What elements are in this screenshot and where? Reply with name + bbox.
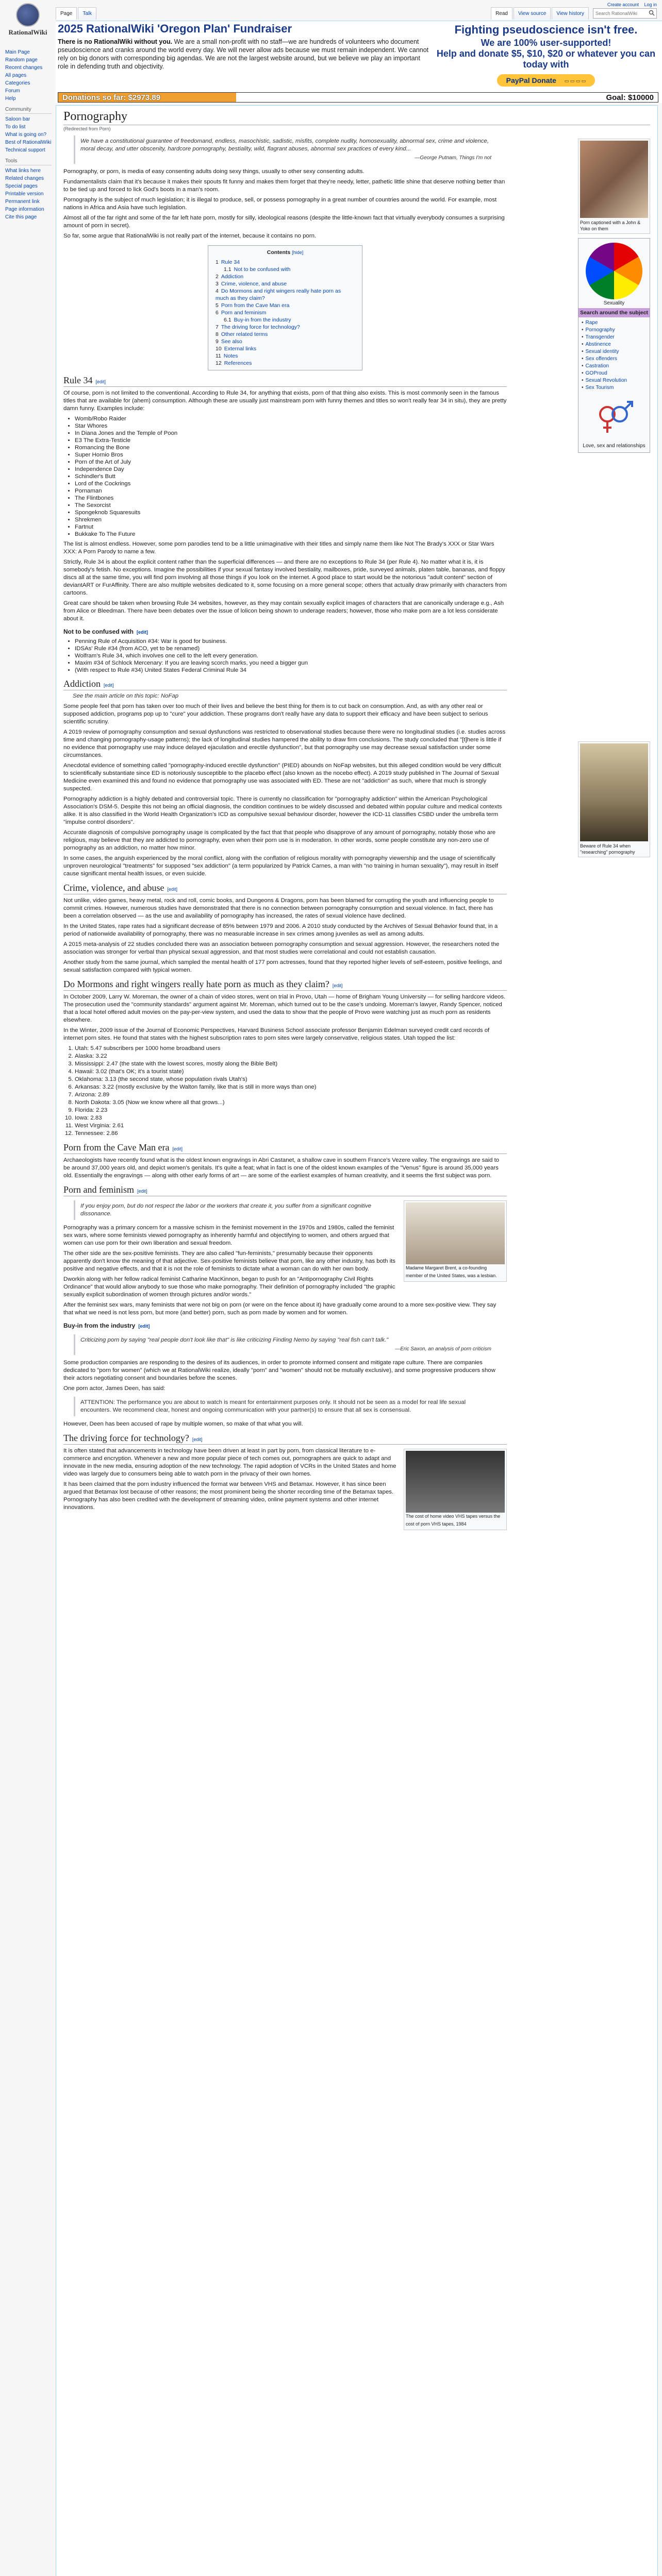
subsection-heading xyxy=(63,628,507,636)
list-item: • Schindler's Butt xyxy=(75,473,507,480)
section-title: Addiction xyxy=(63,679,101,689)
site-logo[interactable] xyxy=(2,3,54,44)
navbox-item[interactable]: • Sex Tourism xyxy=(582,384,647,392)
section-title: Rule 34 xyxy=(63,375,93,385)
subsection-title: Buy-in from the industry xyxy=(63,1322,136,1329)
sidebar-nav-item[interactable]: Recent changes xyxy=(5,65,43,71)
banner-left xyxy=(56,21,432,71)
tab-read[interactable]: Read xyxy=(491,7,512,20)
hatnote: See the main article on this topic: NoFap xyxy=(73,693,179,699)
ranked-list xyxy=(75,1045,507,1138)
banner-cta-text: Help and donate $5, $10, $20 or whatever you can today with xyxy=(436,48,656,70)
sidebar-tools-item[interactable]: Permanent link xyxy=(5,199,40,205)
sidebar-tools-item[interactable]: What links here xyxy=(5,168,41,174)
paragraph: Archaeologists have recently found what is the oldest known engravings in Abri Castanet, a shallow cave in southern France's Vezere valley. The engravings are said to be around 37,000 years old, and depict women's genitals. It's quite a feat; what in fact is one of the oldest known examples of the "Venus" figure is around 35,000 years old. Essentially the engravings — along with other early forms of art — are some of the earliest examples of human creativity, and it seems the first subject was porn. xyxy=(63,1157,500,1179)
search-icon[interactable] xyxy=(649,10,655,16)
toc-number: 2 xyxy=(216,274,219,280)
paragraph: In the Winter, 2009 issue of the Journal of Economic Perspectives, Harvard Business School associate professor Benjamin Edelman surveyed credit card records of internet porn sites. He found that states with the highest subscription rates to porn sites were largely conservative, religious states. Utah topped the list: xyxy=(63,1027,490,1041)
toc-title-text: Contents xyxy=(267,249,291,256)
section-title: The driving force for technology? xyxy=(63,1433,189,1443)
thumb-caption: Madame Margaret Brent, a co-founding member of the United States, was a lesbian. xyxy=(406,1265,497,1278)
toc-link[interactable]: Porn from the Cave Man era xyxy=(221,302,290,309)
thumb-image xyxy=(406,1451,505,1513)
toc-item[interactable] xyxy=(216,360,355,367)
intro-paragraph: Fundamentalists claim that it's because it makes their spouts fit funny and makes them forget that they're needy, letter, pathetic little shine that deserve nothing better than to be tied up and forced to lick God's boots in a man's room. xyxy=(63,179,505,193)
banner-right xyxy=(435,23,657,87)
edit-section-link[interactable]: [edit] xyxy=(167,887,177,892)
list-item: 9. Florida: 2.23 xyxy=(75,1107,507,1114)
thumb-caption: The cost of home video VHS tapes versus the cost of porn VHS tapes, 1984 xyxy=(406,1514,501,1527)
list-item: • Fartnut xyxy=(75,523,507,531)
navbox-band: Search around the subject xyxy=(578,308,650,317)
section-title: Porn from the Cave Man era xyxy=(63,1142,170,1153)
disclaimer-quote: ATTENTION: The performance you are about to watch is meant for entertainment purposes only. It should not be seen as a model for real life sexual encounters. We recommend clear, honest and ongoing communication with your partner(s) to ensure that all sex is consensual. xyxy=(74,1397,496,1416)
logo-icon xyxy=(16,3,40,27)
namespace-tabs xyxy=(56,7,97,20)
search-input[interactable] xyxy=(593,8,657,19)
edit-section-link[interactable]: [edit] xyxy=(137,630,148,635)
toc-item[interactable] xyxy=(216,280,355,287)
paragraph: Some people feel that porn has taken over too much of their lives and believe the best thing for them is to cut back on consumption. And, as with any other real or supposed addiction, programs pop up to "cure" your addiction. These programs don't really have any data to support their efficacy and have been subject to serious scientific scrutiny. xyxy=(63,703,488,725)
toc-item[interactable] xyxy=(216,273,355,280)
toc-number: 9 xyxy=(216,338,219,345)
paragraph: In the United States, rape rates had a significant decrease of 85% between 1979 and 2006. A 2010 study conducted by the Archives of Sexual Behavior found that, in a period of nationwide availability of pornography, there was no measurable increase in sex crimes among juveniles as well as among adults. xyxy=(63,923,498,937)
toc-item[interactable] xyxy=(216,266,355,273)
intro-paragraph: Pornography, or porn, is media of easy consenting adults doing sexy things, usually to other sexy consenting adults. xyxy=(63,168,365,175)
paypal-donate-button[interactable] xyxy=(497,74,595,87)
sidebar-nav-item[interactable]: Categories xyxy=(5,80,30,86)
donation-so-far: Donations so far: $2973.89 xyxy=(62,93,161,102)
paragraph: It is often stated that advancements in technology have been driven at least in part by porn, from classical literature to e-commerce and encryption. Whenever a new and more popular piece of tech comes out, pornographers are quick to adapt and innovate in the new media, ensuring adoption of the new technology. The rapid adoption of VCRs in the United States and home video was largely due to consumers being able to watch porn in the privacy of their own homes. xyxy=(63,1448,396,1477)
toc-item[interactable] xyxy=(216,259,355,266)
paragraph: After the feminist sex wars, many feminists that were not big on porn (or were on the fence about it) have gradually come around to a more sex-positive view. They say that what we need is not less porn, but more (and better) porn, such as porn made by women and for women. xyxy=(63,1302,496,1316)
banner-title: 2025 RationalWiki 'Oregon Plan' Fundraiser xyxy=(58,22,292,35)
tools-heading: Tools xyxy=(5,158,52,165)
toc-item[interactable] xyxy=(216,302,355,309)
section-heading xyxy=(63,680,507,690)
paragraph: Accurate diagnosis of compulsive pornography usage is complicated by the fact that that people who disapprove of any amount of pornography, notably those who are religious, may believe that they are addicted to pornography, even when their porn use is in moderation. In other words, some people constitute any non-zero use of pornography as an addiction, no matter how minor. xyxy=(63,829,496,851)
create-account-link[interactable]: Create account xyxy=(607,2,639,7)
sexuality-navbox xyxy=(578,238,650,453)
section-quote: If you enjoy porn, but do not respect the labor or the workers that create it, you suffer from a significant cognitive dissonance. xyxy=(74,1200,496,1220)
section-heading xyxy=(63,1434,507,1445)
toc-title xyxy=(216,249,355,257)
toc-item[interactable] xyxy=(216,287,355,302)
navbox-caption: Sexuality xyxy=(603,300,625,306)
toc-number: 6.1 xyxy=(224,317,231,323)
paragraph: Not unlike, video games, heavy metal, rock and roll, comic books, and Dungeons & Dragons, porn has been blamed for corrupting the youth and influencing people to commit crimes. However, numerous studies have demonstrated that there is no connection between pornography consumption and sexual violence. In fact, there has been a correlation observed — as the use and availability of pornography has increased, the rates of sexual violence have declined. xyxy=(63,897,494,919)
toc-item[interactable] xyxy=(216,345,355,352)
intro-paragraph: Pornography is the subject of much legislation; it is illegal to produce, sell, or possess pornography in a great number of countries around the world. For example, most nations in Africa and Asia have such legislation. xyxy=(63,197,497,211)
sidebar-nav-item[interactable]: Random page xyxy=(5,57,38,63)
paragraph: Anecdotal evidence of something called "pornography-induced erectile dysfunction" (PIED) abounds on NoFap websites, but this alleged condition would be very difficult to scientifically substantiate since ED is notoriously susceptible to the placebo effect (also known as the nocebo effect). A 2019 study published in The Journal of Sexual Medicine even examined this and found no evidence that pornography use was associated with ED. These are not "addiction" as such, where that much is strongly suspected. xyxy=(63,762,501,792)
toc-link[interactable]: Other related terms xyxy=(221,331,268,337)
sidebar-tools-item[interactable]: Page information xyxy=(5,207,44,212)
toc-number: 1 xyxy=(216,259,219,265)
navbox-item[interactable]: • Transgender xyxy=(582,334,647,341)
toc-link[interactable]: Buy-in from the industry xyxy=(234,317,291,323)
navbox-item[interactable]: • GOProud xyxy=(582,370,647,377)
list-item: • Romancing the Bone xyxy=(75,444,507,451)
gender-symbols-icon xyxy=(591,397,637,438)
thumb-image-2[interactable] xyxy=(578,741,650,857)
page-title: Pornography xyxy=(63,110,650,125)
edit-section-link[interactable]: [edit] xyxy=(172,1146,183,1151)
list-item: • Shrekmen xyxy=(75,516,507,523)
rainbow-circle-icon xyxy=(586,243,642,299)
donation-goal: Goal: $10000 xyxy=(606,93,654,102)
sidebar-tools-item[interactable]: Printable version xyxy=(5,191,44,197)
list-item: • Maxim #34 of Schlock Mercenary: If you are leaving scorch marks, you need a bigger gun xyxy=(75,659,507,667)
tab-page[interactable]: Page xyxy=(56,7,77,20)
toc-link[interactable]: See also xyxy=(221,338,242,345)
tab-view-history[interactable]: View history xyxy=(552,7,589,20)
paragraph: In October 2009, Larry W. Moreman, the owner of a chain of video stores, went on trial in Provo, Utah — home of Brigham Young University — for selling hardcore videos. The prosecution used the "community standards" argument against Mr. Moreman, which turned out to be the case's undoing. Moreman's lawyer, Randy Spencer, noticed that a local hotel offered adult movies on the pay-per-view system, and used the data to show that the people of Provo were watching just as much porn as residents elsewhere. xyxy=(63,994,506,1023)
thumb-image-3[interactable] xyxy=(404,1200,507,1282)
nav-portal xyxy=(5,48,56,221)
paragraph: In some cases, the anguish experienced by the moral conflict, along with the conflation of religious morality with pornography viewership and the usage of scientifically unproven neurological "treatments" for supposed "sex addiction" (a term popularized by Patrick Carnes, a man with "no training in human sexuality"), may result in itself cause significant mental health issues, or even suicide. xyxy=(63,855,498,877)
subsection-heading xyxy=(63,1322,507,1330)
paragraph: The list is almost endless. However, some porn parodies tend to be a little unimaginative with their titles and simply name them like Not The Brady's XXX or Star Wars XXX: A Porn Parody to name a few. xyxy=(63,541,494,555)
view-tabs xyxy=(491,7,590,20)
login-link[interactable]: Log in xyxy=(644,2,657,7)
sidebar-nav-item[interactable]: Main Page xyxy=(5,49,30,55)
section-quote xyxy=(74,1334,496,1355)
navbox-item[interactable]: • Sex offenders xyxy=(582,355,647,363)
list-item: • Pornaman xyxy=(75,487,507,495)
paragraph: The other side are the sex-positive feminists. They are also called "fun-feminists," presumably because their opponents apparently don't know the meaning of that adjective. Sex-positive feminists believe that porn, like any other industry, has both its positive and negative effects, and that it is not the role of feminists to dictate what a woman can do with her own body. xyxy=(63,1250,395,1272)
list-item: • Womb/Robo Raider xyxy=(75,415,507,422)
list-item: 3. Mississippi: 2.47 (the state with the lowest scores, mostly along the Bible Belt) xyxy=(75,1060,507,1068)
sidebar-tools-item[interactable]: Cite this page xyxy=(5,214,37,220)
content-area xyxy=(56,105,658,2576)
thumb-image-4[interactable] xyxy=(404,1449,507,1530)
list-item: • Penning Rule of Acquisition #34: War is good for business. xyxy=(75,638,507,645)
sidebar xyxy=(0,0,56,221)
toc-number: 6 xyxy=(216,310,219,316)
sidebar-community-item[interactable]: Saloon bar xyxy=(5,116,30,122)
sidebar-nav-item[interactable]: Forum xyxy=(5,88,20,94)
list-item: • Star Whores xyxy=(75,422,507,430)
paragraph: Pornography was a primary concern for a massive schism in the feminist movement in the 1970s and 1980s, called the feminist sex wars, where some feminists viewed pornography as inherently harmful and objectifying to women, and others argued that women can use porn for their own liberation and sexual freedom. xyxy=(63,1225,394,1246)
lead-quote xyxy=(74,135,496,164)
list-item: 5. Oklahoma: 3.13 (the second state, whose population rivals Utah's) xyxy=(75,1076,507,1083)
thumb-image xyxy=(580,141,648,218)
navbox-item[interactable]: • Sexual Revolution xyxy=(582,377,647,384)
paragraph: Some production companies are responding to the desires of its audiences, in order to promote informed consent and mitigate rape culture. There are companies dedicated to "porn for women" (which we at RationalWiki realize, ideally "porn" and "women" should not be mutually exclusive), and some progressive producers show their actors negotiating consent and boundaries before the scenes. xyxy=(63,1360,495,1381)
lead-quote-attribution: —George Putnam, Things I'm not xyxy=(415,155,491,161)
paypal-logo: PayPal xyxy=(506,76,530,84)
section-title: Do Mormons and right wingers really hate porn as much as they claim? xyxy=(63,979,329,989)
sidebar-nav-item[interactable]: All pages xyxy=(5,73,27,78)
list-item: 1. Utah: 5.47 subscribers per 1000 home broadband users xyxy=(75,1045,507,1053)
quote-attribution: —Eric Saxon, an analysis of porn criticism xyxy=(395,1346,491,1352)
section-title: Porn and feminism xyxy=(63,1184,134,1195)
banner-lead: There is no RationalWiki without you. xyxy=(58,38,173,45)
sidebar-community-item[interactable]: Technical support xyxy=(5,147,45,153)
banner-headline: Fighting pseudoscience isn't free. xyxy=(454,23,638,36)
list-item: • Wolfram's Rule 34, which involves one cell to the left every generation. xyxy=(75,652,507,659)
donation-progress-bar xyxy=(58,92,658,103)
paragraph: Pornography addiction is a highly debated and controversial topic. There is currently no classification for "pornography addiction" within the American Psychological Association's DSM-5. Despite this not being an official diagnosis, the condition continues to be widely discussed and debated within popular culture and medical contexts alike. It is also classified in the World Health Organization's ICD as compulsive sexual behaviour disorder, however the ICD-11 classifies CSBD under the umbrella term "impulse control disorders". xyxy=(63,796,502,825)
toc-item[interactable] xyxy=(216,316,355,324)
list-item: • Porn of the Art of July xyxy=(75,459,507,466)
table-of-contents xyxy=(208,245,362,370)
paragraph: Of course, porn is not limited to the conventional. According to Rule 34, for anything that exists, porn of that thing also exists. This is most commonly seen in the famous titles that are available for (ahem) consumption. Although these are usually just mainstream porn with funny themes and titles so won't really fear 34 in situ), they are pretty damn funny. Examples include: xyxy=(63,390,507,412)
list-item: 12. Tennessee: 2.86 xyxy=(75,1130,507,1138)
toc-item[interactable] xyxy=(216,309,355,316)
list-item: 7. Arizona: 2.89 xyxy=(75,1091,507,1099)
list-item: • Super Hornio Bros xyxy=(75,451,507,459)
list-item: • E3 The Extra-Testicle xyxy=(75,437,507,444)
list-item: • Spongeknob Squaresuits xyxy=(75,509,507,516)
community-heading: Community xyxy=(5,107,52,114)
edit-section-link[interactable]: [edit] xyxy=(95,379,106,384)
paragraph: Great care should be taken when browsing Rule 34 websites, however, as they may contain sexually explicit images of characters that are canonically underage e.g., Ash from Alice or Bleedman. There have been debates over the issue of lolicon being shown to underage readers; however, those who make porn are a lot less considerate about it. xyxy=(63,600,504,622)
sidebar-tools-item[interactable]: Related changes xyxy=(5,176,44,181)
list-item: 8. North Dakota: 3.05 (Now we know where all that grows...) xyxy=(75,1099,507,1107)
section-heading xyxy=(63,980,507,991)
paragraph: One porn actor, James Deen, has said: xyxy=(63,1385,166,1392)
toc-number: 8 xyxy=(216,331,219,337)
sidebar-nav-item[interactable]: Help xyxy=(5,96,16,101)
paragraph: Another study from the same journal, which sampled the mental health of 177 porn actresses, found that they reported higher levels of self-esteem, positive feelings, and sexual satisfaction compared with typical women. xyxy=(63,959,502,973)
paragraph: It has been claimed that the porn industry influenced the format war between VHS and Betamax. However, it has since been argued that Betamax lost because of other reasons; the most prominent being the shorter recording time of the Betamax tapes. Pornography has also been credited with the development of streaming video, online payment systems and other internet innovations. xyxy=(63,1481,394,1511)
section-heading xyxy=(63,377,507,387)
quote-text: Criticizing porn by saying "real people don't look like that" is like criticizing Finding Nemo by saying "real fish can't talk." xyxy=(80,1337,389,1343)
toc-link[interactable]: Porn and feminism xyxy=(221,310,267,316)
sidebar-community-item[interactable]: Best of RationalWiki xyxy=(5,140,52,145)
redirect-note: (Redirected from Porn) xyxy=(63,126,111,131)
list-item: • (With respect to Rule #34) United States Federal Criminal Rule 34 xyxy=(75,667,507,674)
toc-link[interactable]: Notes xyxy=(223,353,238,359)
toc-item[interactable] xyxy=(216,331,355,338)
tab-talk[interactable]: Talk xyxy=(78,7,96,20)
edit-section-link[interactable]: [edit] xyxy=(192,1437,203,1442)
fundraiser-banner xyxy=(56,21,662,103)
list-item: 4. Hawaii: 3.02 (that's OK; it's a tourist state) xyxy=(75,1068,507,1076)
section-heading xyxy=(63,1186,507,1196)
edit-section-link[interactable]: [edit] xyxy=(137,1189,147,1194)
navbox-item[interactable]: • Rape xyxy=(582,319,647,327)
banner-body: We are a small non-profit with no staff—we are hundreds of volunteers who document pseudoscience and cranks around the world every day. We will never allow ads because we must remain independent. We cannot rely on big donors with corresponding big agendas. We are not the largest website around, but we believe we play an important role in defending truth and objectivity. xyxy=(58,38,429,70)
list-item: • IDSAs' Rule #34 (from ACO, yet to be renamed) xyxy=(75,645,507,652)
toc-link[interactable]: Rule 34 xyxy=(221,259,240,265)
subsection-title: Not to be confused with xyxy=(63,628,134,635)
toc-link[interactable]: Crime, violence, and abuse xyxy=(221,281,287,287)
logo-text: RationalWiki xyxy=(8,28,47,36)
thumb-image xyxy=(580,743,648,841)
paragraph: Strictly, Rule 34 is about the explicit content rather than the superficial differences — and there are no exceptions to Rule 34 (per Rule 4). No matter what it is, it is somebody's fetish. No exceptions. Imagine the possibilities if your sexual fantasy involved bestiality, mailboxes, pride, surveyed animals, platen table, bananas, and floppy discs all at the same time, you will find porn involving all those things if you look on the internet. A good place to start would be the notorious "adult content" section of deviantART or FurAffinity. There are also multiple websites dedicated to it, some focusing on a more general scope; others that actually draw primarily with characters from cartoons. xyxy=(63,559,507,596)
list-item: • Lord of the Cockrings xyxy=(75,480,507,487)
intro-paragraph: Almost all of the far right and some of the far left hate porn, mostly for silly, ideological reasons (despite the little-known fact that virtually everybody consumes a surprising amount of porn in secret). xyxy=(63,215,505,229)
toc-link[interactable]: Do Mormons and right wingers really hate porn as much as they claim? xyxy=(216,288,341,301)
navbox-item[interactable]: • Sexual identity xyxy=(582,348,647,355)
list-item: • The Flintbones xyxy=(75,495,507,502)
list-item: 6. Arkansas: 3.22 (mostly exclusive by the Walton family, like that is still in more ways than one) xyxy=(75,1083,507,1091)
list-item: • Bukkake To The Future xyxy=(75,531,507,538)
list-item: • In Diana Jones and the Temple of Poon xyxy=(75,430,507,437)
intro-paragraph: So far, some argue that RationalWiki is not really part of the internet, because it contains no porn. xyxy=(63,233,317,239)
toc-hide-toggle[interactable]: [hide] xyxy=(292,250,304,255)
toc-link[interactable]: Addiction xyxy=(221,274,244,280)
paragraph: Dworkin along with her fellow radical feminist Catharine MacKinnon, began to push for an "Antipornography Civil Rights Ordinance" that would allow anybody to sue those who make pornography. Their definition of pornography included "the graphic sexually explicit subordination of women through pictures and/or words." xyxy=(63,1276,395,1298)
navbox-caption-2: Love, sex and relationships xyxy=(583,443,646,449)
list-item: • The Sexorcist xyxy=(75,502,507,509)
edit-section-link[interactable]: [edit] xyxy=(104,683,114,688)
personal-tools xyxy=(603,2,657,7)
toc-number: 4 xyxy=(216,288,219,294)
sidebar-community-item[interactable]: To do list xyxy=(5,124,26,130)
toc-link[interactable]: Not to be confused with xyxy=(234,266,291,273)
toc-number: 11 xyxy=(216,353,221,359)
thumb-image xyxy=(406,1202,505,1264)
section-title: Crime, violence, and abuse xyxy=(63,883,164,893)
toc-number: 12 xyxy=(216,360,222,366)
list-item: 2. Alaska: 3.22 xyxy=(75,1053,507,1060)
toc-number: 1.1 xyxy=(224,266,231,273)
navbox-item[interactable]: • Castration xyxy=(582,363,647,370)
toc-link[interactable]: References xyxy=(224,360,252,366)
donate-label: Donate xyxy=(532,76,556,84)
list-item: • Independence Day xyxy=(75,466,507,473)
navbox-item[interactable]: • Abstinence xyxy=(582,341,647,348)
edit-section-link[interactable]: [edit] xyxy=(138,1324,150,1329)
paragraph: However, Deen has been accused of rape by multiple women, so make of that what you will. xyxy=(63,1421,303,1427)
toc-number: 3 xyxy=(216,281,219,287)
list-item: 10. Iowa: 2.83 xyxy=(75,1114,507,1122)
lead-quote-text: We have a constitutional guarantee of freedomand, endless, masochistic, sadistic, misfits, complete nudity, homosexuality, abnormal sex, crime and violence, moral decay, and utter obscenity, hardcore pornography, bestiality, wild, flagrant abuses, abnormal sex practices of every kind... xyxy=(80,138,489,152)
section-heading xyxy=(63,1144,507,1154)
top-bar xyxy=(56,0,662,21)
side-column xyxy=(578,139,650,857)
thumb-image-1[interactable] xyxy=(578,139,650,234)
navbox-item[interactable]: • Pornography xyxy=(582,327,647,334)
toc-number: 10 xyxy=(216,346,222,352)
toc-number: 5 xyxy=(216,302,219,309)
sidebar-tools-item[interactable]: Special pages xyxy=(5,183,38,189)
card-icons: ▭ ▭ ▭ ▭ xyxy=(564,78,586,83)
section-heading xyxy=(63,884,507,894)
article-body xyxy=(63,135,507,1527)
toc-link[interactable]: The driving force for technology? xyxy=(221,324,300,330)
tab-view-source[interactable]: View source xyxy=(514,7,551,20)
toc-item[interactable] xyxy=(216,352,355,360)
thumb-caption: Porn captioned with a John & Yoko on them xyxy=(580,220,641,231)
banner-text xyxy=(58,38,430,71)
list-item: 11. West Virginia: 2.61 xyxy=(75,1122,507,1130)
toc-item[interactable] xyxy=(216,338,355,345)
thumb-caption: Beware of Rule 34 when "researching" pornography xyxy=(580,843,635,855)
sidebar-community-item[interactable]: What is going on? xyxy=(5,132,47,138)
paragraph: A 2015 meta-analysis of 22 studies concluded there was an association between pornography consumption and sexual aggression. However, the researchers noted the association was stronger for verbal than physical sexual aggression, and that most studies were correlational and could not establish causation. xyxy=(63,941,500,955)
paragraph: A 2019 review of pornography consumption and sexual dysfunctions was restricted to observational studies because there were no longitudinal studies (i.e. studies across time and changing pornography-usage patterns); the lack of longitudinal studies hampered the ability to draw firm conclusions. The study concluded that "[t]here is little if no evidence that pornography use may induce delayed ejaculation and erectile dysfunction", but that pornography use may decrease sexual satisfaction under some circumstances. xyxy=(63,729,506,758)
toc-number: 7 xyxy=(216,324,219,330)
edit-section-link[interactable]: [edit] xyxy=(332,983,343,988)
banner-subheadline: We are 100% user-supported! xyxy=(481,38,611,48)
toc-link[interactable]: External links xyxy=(224,346,257,352)
toc-item[interactable] xyxy=(216,324,355,331)
